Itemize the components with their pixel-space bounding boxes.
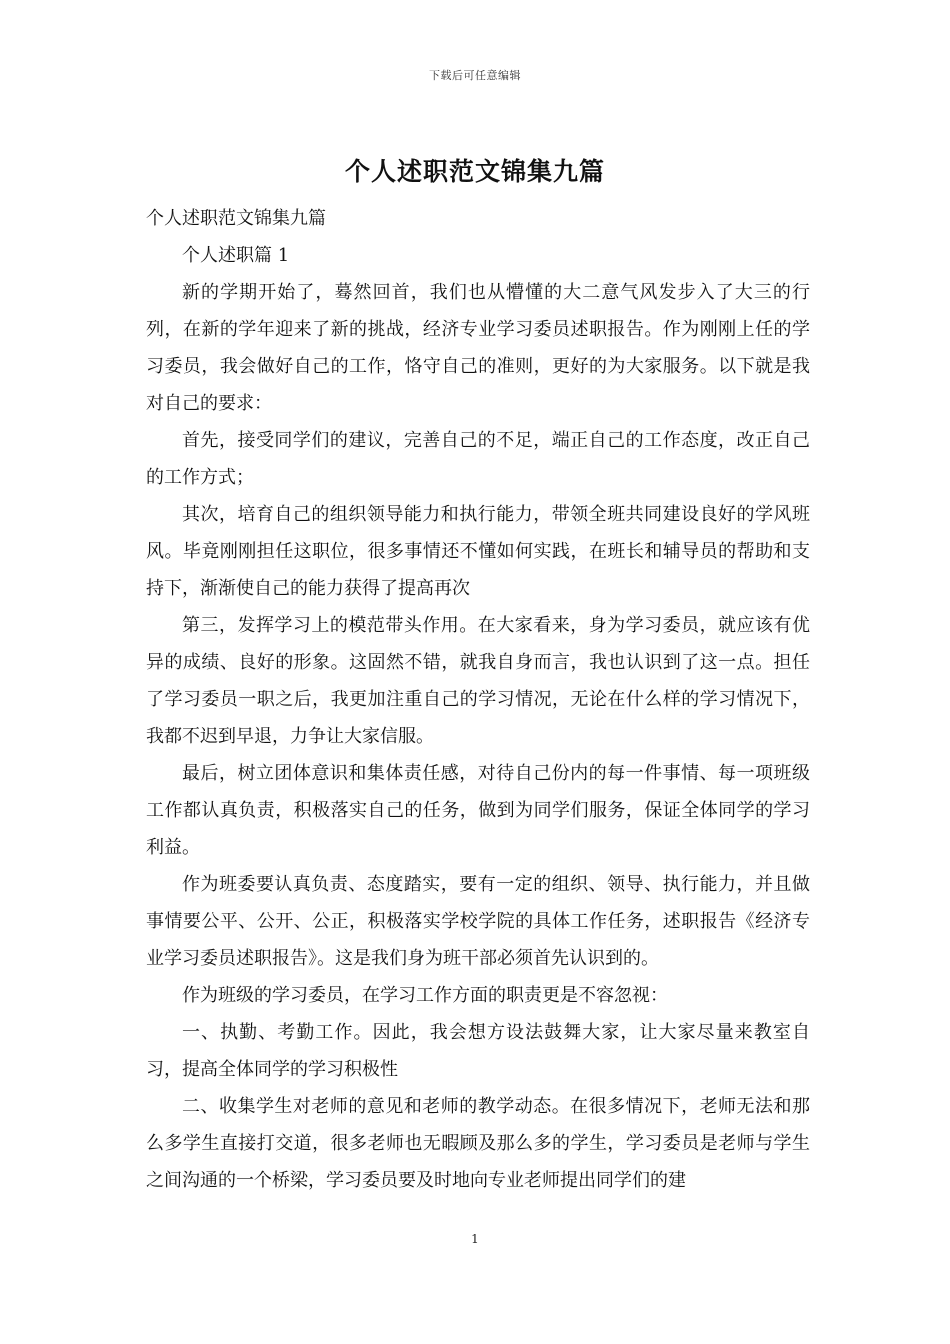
section-heading: 个人述职篇 1 — [182, 245, 290, 266]
document-title: 个人述职范文锦集九篇 — [344, 157, 605, 186]
page-number: 1 — [471, 1232, 479, 1246]
paragraph: 新的学期开始了，蓦然回首，我们也从懵懂的大二意气风发步入了大三的行列，在新的学年迎来了新的挑战，经济专业学习委员述职报告。作为刚刚上任的学习委员，我会做好自己的工作，恪守自己的准则，更好的为大家服务。以下就是我对自己的要求： — [146, 282, 810, 414]
paragraph: 第三，发挥学习上的模范带头作用。在大家看来，身为学习委员，就应该有优异的成绩、良好的形象。这固然不错，就我自身而言，我也认识到了这一点。担任了学习委员一职之后，我更加注重自己的学习情况，无论在什么样的学习情况下，我都不迟到早退，力争让大家信服。 — [146, 615, 810, 747]
paragraph: 作为班委要认真负责、态度踏实，要有一定的组织、领导、执行能力，并且做事情要公平、公开、公正，积极落实学校学院的具体工作任务，述职报告《经济专业学习委员述职报告》。这是我们身为班干部必须首先认识到的。 — [146, 874, 810, 969]
paragraph: 作为班级的学习委员，在学习工作方面的职责更是不容忽视： — [182, 985, 668, 1006]
paragraph: 二、收集学生对老师的意见和老师的教学动态。在很多情况下，老师无法和那么多学生直接打交道，很多老师也无暇顾及那么多的学生，学习委员是老师与学生之间沟通的一个桥梁，学习委员要及时地向专业老师提出同学们的建 — [146, 1096, 810, 1191]
document-body — [146, 200, 810, 1199]
paragraph: 最后，树立团体意识和集体责任感，对待自己份内的每一件事情、每一项班级工作都认真负责，积极落实自己的任务，做到为同学们服务，保证全体同学的学习利益。 — [146, 763, 810, 858]
paragraph: 首先，接受同学们的建议，完善自己的不足，端正自己的工作态度，改正自己的工作方式； — [146, 430, 810, 488]
paragraph: 其次，培育自己的组织领导能力和执行能力，带领全班共同建设良好的学风班风。毕竟刚刚担任这职位，很多事情还不懂如何实践，在班长和辅导员的帮助和支持下，渐渐使自己的能力获得了提高再次 — [146, 504, 810, 599]
paragraph: 一、执勤、考勤工作。因此，我会想方设法鼓舞大家，让大家尽量来教室自习，提高全体同学的学习积极性 — [146, 1022, 810, 1080]
subtitle-line: 个人述职范文锦集九篇 — [146, 208, 326, 229]
header-note: 下载后可任意编辑 — [429, 69, 521, 82]
